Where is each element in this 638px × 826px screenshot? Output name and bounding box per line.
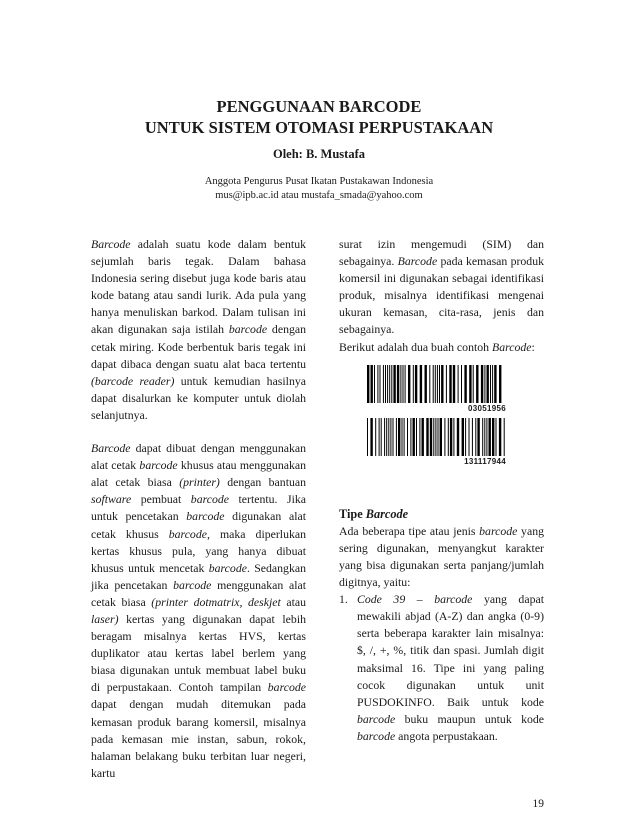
- barcode-bar: [433, 365, 434, 403]
- barcode-bar: [438, 418, 439, 456]
- barcode-number-2: 131117944: [464, 457, 506, 466]
- barcode-bar: [420, 365, 422, 403]
- barcode-bar: [375, 418, 376, 456]
- barcode-bar: [494, 365, 496, 403]
- barcode-bar: [379, 418, 380, 456]
- barcode-bar: [387, 365, 388, 403]
- barcode-bar: [477, 418, 479, 456]
- page-number: 19: [532, 798, 544, 810]
- barcode-bar: [499, 365, 501, 403]
- barcode-bar: [435, 365, 436, 403]
- barcode-bar: [487, 365, 489, 403]
- barcode-bar: [496, 418, 497, 456]
- barcode-bar: [475, 418, 476, 456]
- barcode-bar: [393, 418, 394, 456]
- paper-title-line-2: UNTUK SISTEM OTOMASI PERPUSTAKAAN: [144, 118, 494, 137]
- barcode-image-1: [366, 365, 506, 403]
- barcode-bar: [486, 418, 487, 456]
- left-column: [91, 236, 306, 782]
- barcode-bar: [402, 418, 403, 456]
- barcode-bar: [419, 418, 420, 456]
- barcode-bar: [388, 418, 389, 456]
- paragraph-barcode-printing: Barcode dapat dibuat dengan menggunakan alat cetak barcode khusus atau menggunakan alat cetak biasa (printer) dengan bantuan software pembuat barcode tertentu. Jika untuk pencetakan barcode digunakan alat cetak khusus barcode, maka diperlukan kertas khusus pula, yang hanya dibuat khusus untuk mencetak barcode. Sedangkan jika pencetakan barcode menggunakan alat cetak biasa (printer dotmatrix, deskjet atau laser) kertas yang digunakan dapat lebih beragam misalnya kertas HVS, kertas duplikator atau kertas label berlem yang biasa digunakan untuk membuat label buku di perpustakaan. Contoh tampilan barcode dapat dengan mudah ditemukan pada kemasan produk barang komersil, misalnya pada kemasan mie instan, sabun, rokok, halaman belakang buku terbitan luar negeri, kartu: [91, 441, 307, 780]
- barcode-bar: [405, 365, 406, 403]
- barcode-bar: [377, 365, 378, 403]
- barcode-bar: [370, 418, 372, 456]
- barcode-bar: [490, 365, 491, 403]
- paper-title-line-1: PENGGUNAAN BARCODE: [216, 97, 422, 116]
- barcode-bar: [413, 418, 415, 456]
- barcode-bar: [422, 418, 424, 456]
- barcode-bar: [461, 365, 462, 403]
- list-item-code-39: [339, 591, 544, 745]
- barcode-bar: [481, 365, 483, 403]
- barcode-bar: [448, 418, 449, 456]
- barcode-bar: [383, 365, 384, 403]
- barcode-bar: [398, 418, 400, 456]
- paragraph-barcode-usage: surat izin mengemudi (SIM) dan sebagainya. Barcode pada kemasan produk komersil ini digunakan sebagai identifikasi produk, misalnya identifikasi mengenai ukuran kemasan, cita-rasa, jenis dan sebagainya.: [339, 237, 545, 337]
- barcode-bar: [391, 365, 392, 403]
- barcode-bar: [449, 365, 451, 403]
- barcode-bar: [473, 365, 474, 403]
- barcode-bar: [430, 418, 432, 456]
- barcode-bar: [374, 365, 375, 403]
- barcode-bar: [489, 418, 491, 456]
- barcode-bar: [410, 418, 411, 456]
- barcode-bar: [450, 418, 452, 456]
- barcode-bar: [367, 365, 369, 403]
- barcode-bar: [426, 418, 428, 456]
- barcode-bar: [393, 365, 395, 403]
- section-heading-tipe-barcode: Tipe Barcode: [339, 506, 409, 521]
- barcode-examples: [366, 365, 506, 471]
- barcode-bar: [425, 365, 427, 403]
- barcode-bar: [404, 418, 405, 456]
- barcode-bar: [390, 418, 391, 456]
- barcode-bar: [469, 418, 470, 456]
- barcode-bar: [453, 418, 454, 456]
- barcode-bar: [492, 418, 494, 456]
- barcode-bar: [397, 365, 399, 403]
- paragraph-barcode-definition: Barcode adalah suatu kode dalam bentuk sejumlah baris tegak. Dalam bahasa Indonesia sering disebut juga kode baris atau kode batang atau sandi lurik. Ada pula yang hanya menuliskan barkod. Dalam tulisan ini akan digunakan saja istilah barcode dengan cetak miring. Kode berbentuk baris tegak ini dapat dibaca dengan suatu alat baca tertentu (barcode reader) untuk kemudian hasilnya dapat disalurkan ke komputer untuk diolah selanjutnya.: [91, 237, 306, 422]
- barcode-bar: [499, 418, 501, 456]
- barcode-bar: [482, 418, 483, 456]
- barcode-bar: [367, 418, 368, 456]
- barcode-bar: [504, 418, 505, 456]
- barcode-bar: [484, 418, 485, 456]
- barcode-bar: [403, 365, 404, 403]
- barcode-bar: [435, 418, 436, 456]
- affiliation-line: Anggota Pengurus Pusat Ikatan Pustakawan Indonesia: [204, 176, 434, 187]
- barcode-bar: [444, 418, 445, 456]
- barcode-bar: [476, 365, 478, 403]
- barcode-bar: [413, 365, 414, 403]
- barcode-bar: [386, 418, 387, 456]
- barcode-number-1: 03051956: [468, 404, 506, 413]
- list-item-text: Code 39 – barcode yang dapat mewakili abjad (A-Z) dan angka (0-9) serta beberapa karakter lain misalnya: $, /, +, %, titik dan spasi. Jumlah digit maksimal 16. Tipe ini yang paling cocok digunakan untuk unit PUSDOKINFO. Baik untuk kode barcode buku maupun untuk kode barcode angota perpustakaan.: [357, 592, 544, 743]
- barcode-bar: [439, 365, 440, 403]
- barcode-bar: [380, 365, 381, 403]
- barcode-bar: [469, 365, 471, 403]
- barcode-bar: [464, 365, 466, 403]
- barcode-bar: [384, 418, 385, 456]
- barcode-bar: [453, 365, 455, 403]
- barcode-bar: [400, 365, 401, 403]
- barcode-bar: [472, 418, 473, 456]
- barcode-type-list: [339, 591, 544, 745]
- paragraph-barcode-examples-intro: Berikut adalah dua buah contoh Barcode:: [339, 339, 535, 354]
- barcode-bar: [446, 365, 447, 403]
- barcode-bar: [484, 365, 485, 403]
- barcode-bar: [492, 365, 493, 403]
- barcode-bar: [441, 365, 443, 403]
- barcode-bar: [458, 365, 459, 403]
- barcode-bar: [385, 365, 386, 403]
- barcode-bar: [396, 418, 397, 456]
- barcode-bar: [465, 418, 466, 456]
- barcode-bar: [462, 418, 464, 456]
- barcode-bar: [416, 418, 417, 456]
- barcode-bar: [415, 365, 417, 403]
- barcode-bar: [407, 418, 408, 456]
- right-column: [339, 236, 544, 745]
- barcode-bar: [440, 418, 442, 456]
- barcode-bar: [437, 365, 438, 403]
- barcode-bar: [389, 365, 390, 403]
- list-item-number: 1.: [339, 592, 348, 607]
- barcode-bar: [429, 365, 430, 403]
- author-line: Oleh: B. Mustafa: [272, 147, 365, 161]
- paragraph-barcode-types-intro: Ada beberapa tipe atau jenis barcode yang sering digunakan, menyangkut karakter yang bisa digunakan serta panjang/jumlah digitnya, yaitu:: [339, 523, 544, 590]
- barcode-image-2: [366, 418, 506, 456]
- barcode-bar: [371, 365, 373, 403]
- barcode-bar: [433, 418, 434, 456]
- contact-emails: mus@ipb.ac.id atau mustafa_smada@yahoo.com: [215, 190, 423, 201]
- barcode-bar: [408, 365, 410, 403]
- barcode-bar: [381, 418, 382, 456]
- barcode-bar: [457, 418, 459, 456]
